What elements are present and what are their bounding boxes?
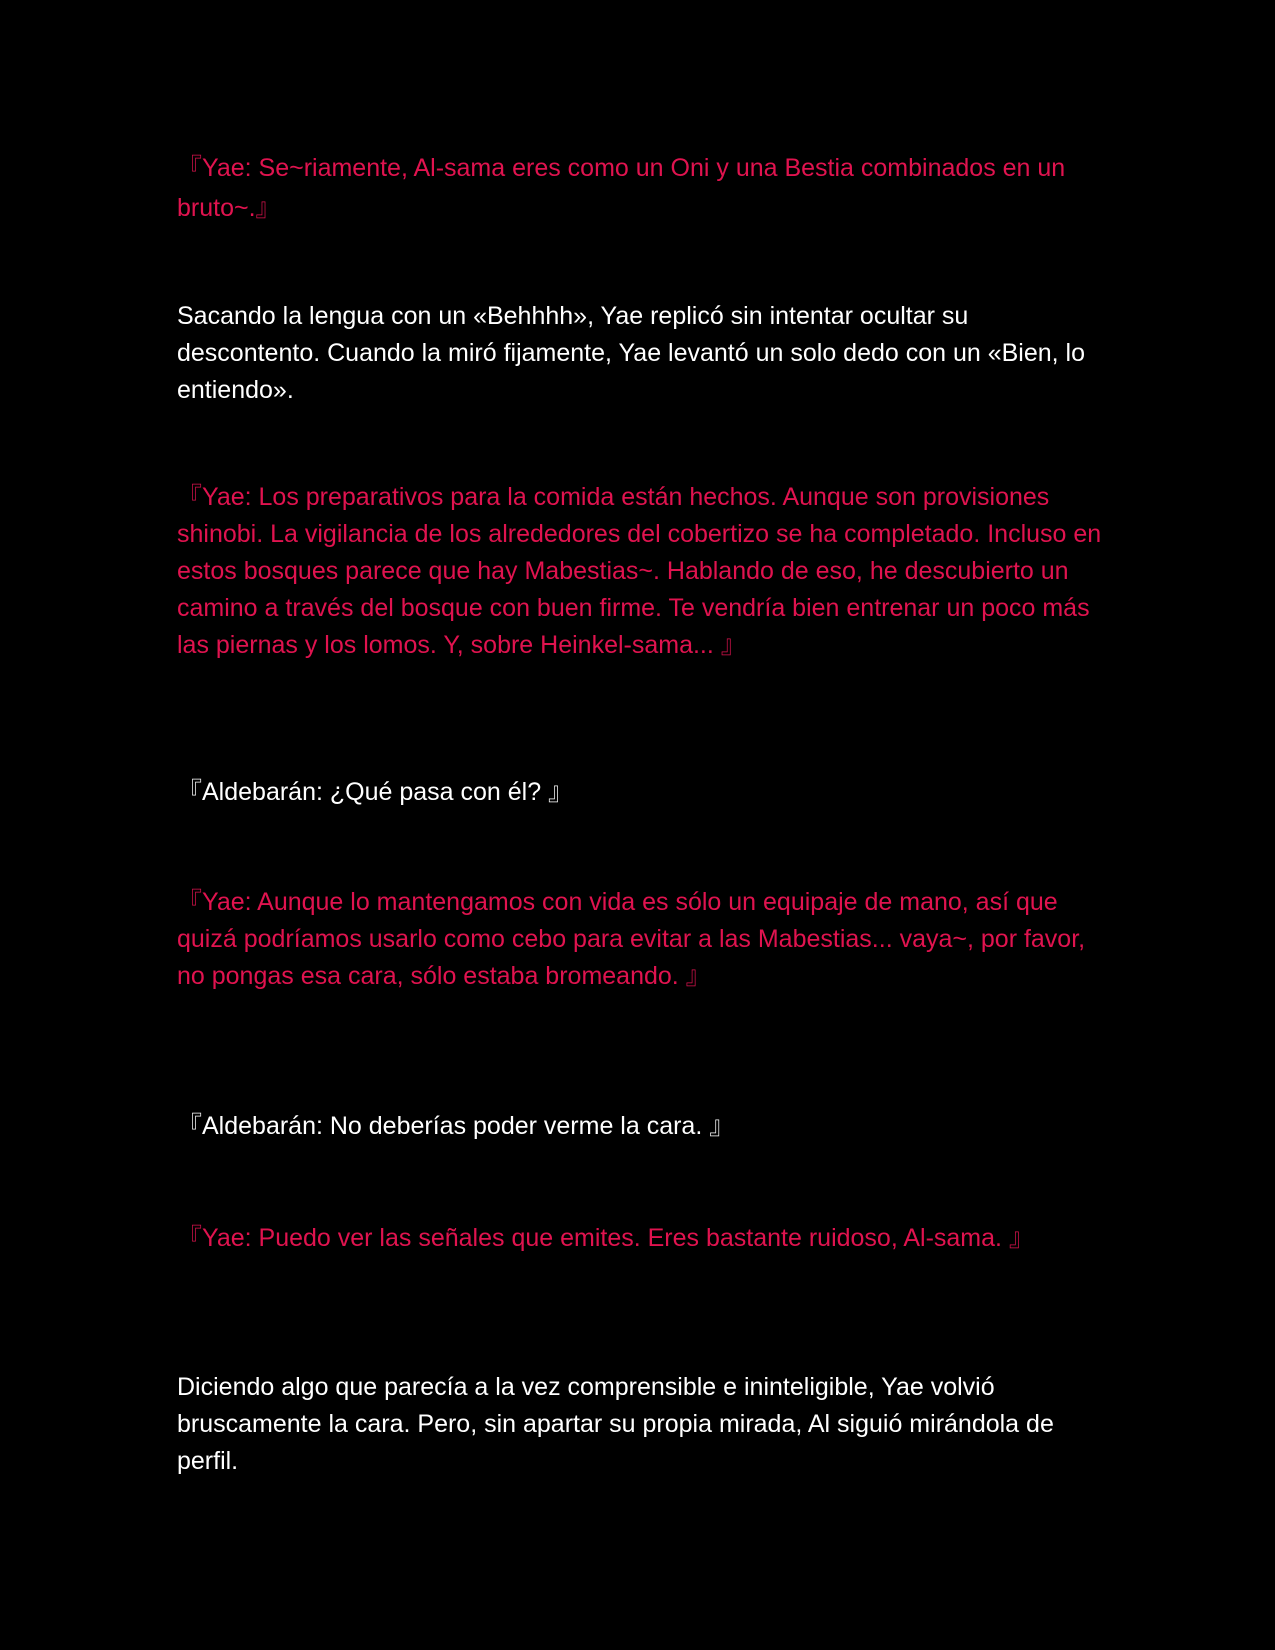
- dialogue-yae-2: 『Yae: Los preparativos para la comida están hechos. Aunque son provisiones shinobi. La vigilancia de los alrededores del cobertizo se ha completado. Incluso en estos bosques parece que hay Mabestias~. Hablando de eso, he descubierto un camino a través del bosque con buen firme. Te vendría bien entrenar un poco más las piernas y los lomos. Y, sobre Heinkel-sama... 』: [177, 483, 1102, 659]
- dialogue-aldebaran-1: 『Aldebarán: ¿Qué pasa con él? 』: [177, 778, 574, 806]
- narration-2: Diciendo algo que parecía a la vez comprensible e ininteligible, Yae volvió bruscamente la cara. Pero, sin apartar su propia mirada, Al siguió mirándola de perfil.: [177, 1373, 1054, 1475]
- dialogue-yae-3: 『Yae: Aunque lo mantengamos con vida es sólo un equipaje de mano, así que quizá podríamos usarlo como cebo para evitar a las Mabestias... vaya~, por favor, no pongas esa cara, sólo estaba bromeando. 』: [177, 888, 1086, 990]
- dialogue-yae-4: 『Yae: Puedo ver las señales que emites. Eres bastante ruidoso, Al-sama. 』: [177, 1224, 1034, 1252]
- dialogue-yae-1: 『Yae: Se~riamente, Al-sama eres como un Oni y una Bestia combinados en un bruto~.』: [177, 154, 1066, 222]
- dialogue-aldebaran-2: 『Aldebarán: No deberías poder verme la cara. 』: [177, 1112, 735, 1140]
- narration-1: Sacando la lengua con un «Behhhh», Yae replicó sin intentar ocultar su descontento. Cuando la miró fijamente, Yae levantó un solo dedo con un «Bien, lo entiendo».: [177, 302, 1086, 404]
